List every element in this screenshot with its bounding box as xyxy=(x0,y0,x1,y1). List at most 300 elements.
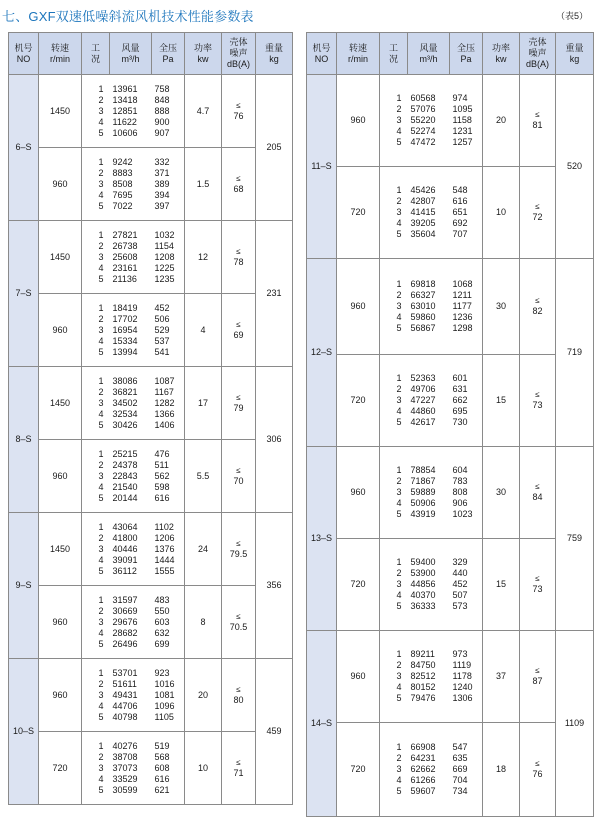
flow-value: 82512 xyxy=(410,671,436,681)
condition-number: 4 xyxy=(98,700,104,711)
table-number: （表5） xyxy=(555,11,588,21)
pressure-value: 476 xyxy=(154,448,170,459)
pressure-value: 1081 xyxy=(154,689,175,700)
noise-le-symbol: ≤ xyxy=(535,482,540,491)
flow-value: 40370 xyxy=(410,590,436,600)
noise-value: 68 xyxy=(233,183,244,194)
condition-number: 2 xyxy=(98,94,104,105)
pressure-value: 1406 xyxy=(154,419,175,430)
noise-le-symbol: ≤ xyxy=(236,757,241,767)
pressure-cell xyxy=(152,586,185,659)
weight-cell: 759 xyxy=(556,447,594,631)
pressure-value-list xyxy=(453,557,483,612)
flow-value: 8883 xyxy=(112,167,133,178)
pressure-cell xyxy=(152,732,185,805)
noise-cell xyxy=(222,75,256,148)
flow-value: 10606 xyxy=(112,127,138,138)
condition-number-list xyxy=(82,157,104,212)
noise-value: 84 xyxy=(532,492,543,502)
noise-value: 78 xyxy=(233,256,244,267)
power-cell: 4 xyxy=(185,294,222,367)
noise-value: 87 xyxy=(532,676,543,686)
power-cell: 20 xyxy=(185,659,222,732)
data-row xyxy=(9,294,293,367)
condition-number-list xyxy=(380,557,402,612)
condition-number: 4 xyxy=(98,627,104,638)
condition-number: 3 xyxy=(98,762,104,773)
flow-value-list xyxy=(113,449,152,504)
flow-value-list xyxy=(411,93,450,148)
pressure-value-list xyxy=(155,522,185,577)
condition-number: 3 xyxy=(98,105,104,116)
flow-value: 44856 xyxy=(410,579,436,589)
power-cell: 12 xyxy=(185,221,222,294)
pressure-value: 616 xyxy=(154,773,170,784)
flow-value: 47227 xyxy=(410,395,436,405)
condition-number: 3 xyxy=(98,470,104,481)
page-title: 七、GXF双速低噪斜流风机技术性能参数表 xyxy=(2,9,254,24)
flow-value: 26738 xyxy=(112,240,138,251)
model-cell: 9–S xyxy=(9,513,39,659)
pressure-value: 900 xyxy=(154,116,170,127)
speed-cell: 960 xyxy=(39,148,82,221)
header-flow: 风量 m³/h xyxy=(408,33,450,75)
weight-cell: 356 xyxy=(256,513,293,659)
flow-value-list xyxy=(113,522,152,577)
pressure-value-list xyxy=(453,465,483,520)
pressure-value-list xyxy=(155,668,185,723)
flow-value: 51611 xyxy=(112,678,137,689)
condition-number: 4 xyxy=(396,126,402,136)
flow-cell xyxy=(110,659,152,732)
condition-number-list xyxy=(380,279,402,334)
condition-number: 5 xyxy=(98,127,104,138)
pressure-value: 601 xyxy=(452,373,468,383)
condition-number: 3 xyxy=(396,764,402,774)
noise-cell xyxy=(222,148,256,221)
condition-number: 5 xyxy=(98,492,104,503)
weight-cell: 231 xyxy=(256,221,293,367)
condition-number: 1 xyxy=(98,448,104,459)
speed-cell: 720 xyxy=(337,355,380,447)
header-noise: 壳体 噪声 dB(A) xyxy=(222,33,256,75)
condition-number: 2 xyxy=(396,290,402,300)
pressure-value: 1102 xyxy=(154,521,174,532)
speed-cell: 1450 xyxy=(39,221,82,294)
flow-value: 28682 xyxy=(112,627,138,638)
condition-number: 5 xyxy=(396,417,402,427)
header-power: 功率 kw xyxy=(185,33,222,75)
condition-number-list xyxy=(82,522,104,577)
condition-number: 2 xyxy=(98,386,104,397)
flow-value: 16954 xyxy=(112,324,138,335)
power-cell: 20 xyxy=(483,75,520,167)
data-row xyxy=(307,631,594,723)
pressure-value: 329 xyxy=(452,557,468,567)
flow-value: 20144 xyxy=(112,492,138,503)
condition-number: 1 xyxy=(396,465,402,475)
header-power: 功率 kw xyxy=(483,33,520,75)
flow-value-list xyxy=(411,649,450,704)
condition-number: 1 xyxy=(396,557,402,567)
flow-value: 40446 xyxy=(112,543,138,554)
noise-le-symbol: ≤ xyxy=(535,574,540,583)
pressure-value: 604 xyxy=(452,465,468,475)
flow-value: 56867 xyxy=(410,323,436,333)
pressure-value: 758 xyxy=(154,83,170,94)
noise-value: 69 xyxy=(233,329,244,340)
power-cell: 18 xyxy=(483,723,520,817)
pressure-value: 907 xyxy=(154,127,170,138)
data-row xyxy=(9,148,293,221)
flow-value: 39091 xyxy=(112,554,138,565)
condition-number-list xyxy=(380,649,402,704)
power-cell: 15 xyxy=(483,355,520,447)
pressure-value: 1282 xyxy=(154,397,175,408)
model-cell: 6–S xyxy=(9,75,39,221)
flow-value: 15334 xyxy=(112,335,138,346)
speed-cell: 960 xyxy=(337,259,380,355)
flow-value-list xyxy=(113,668,152,723)
noise-le-symbol: ≤ xyxy=(236,392,241,402)
condition-number: 2 xyxy=(98,532,104,543)
flow-value-list xyxy=(411,465,450,520)
speed-cell: 960 xyxy=(39,586,82,659)
condition-number: 4 xyxy=(396,312,402,322)
condition-number-list xyxy=(380,742,402,797)
condition-number: 4 xyxy=(98,116,104,127)
data-row xyxy=(9,586,293,659)
flow-value-list xyxy=(113,157,152,212)
header-weight: 重量 kg xyxy=(556,33,594,75)
header-speed: 转速 r/min xyxy=(337,33,380,75)
condition-cell xyxy=(380,723,408,817)
power-cell: 4.7 xyxy=(185,75,222,148)
speed-cell: 960 xyxy=(39,659,82,732)
pressure-cell xyxy=(152,75,185,148)
condition-number: 1 xyxy=(396,93,402,103)
pressure-value: 537 xyxy=(154,335,170,346)
pressure-value: 632 xyxy=(154,627,170,638)
condition-number: 1 xyxy=(98,375,104,386)
condition-number: 5 xyxy=(396,693,402,703)
speed-cell: 960 xyxy=(337,75,380,167)
flow-value: 22843 xyxy=(112,470,138,481)
condition-number: 4 xyxy=(396,498,402,508)
flow-value: 38708 xyxy=(112,751,138,762)
condition-number-list xyxy=(82,668,104,723)
flow-value: 31597 xyxy=(112,594,138,605)
condition-number: 2 xyxy=(98,313,104,324)
pressure-value: 1376 xyxy=(154,543,175,554)
condition-number: 2 xyxy=(98,678,104,689)
flow-cell xyxy=(408,167,450,259)
header-noise: 壳体 噪声 dB(A) xyxy=(520,33,556,75)
pressure-value: 669 xyxy=(452,764,468,774)
condition-number: 2 xyxy=(396,660,402,670)
flow-value: 13961 xyxy=(112,83,138,94)
flow-cell xyxy=(110,513,152,586)
flow-cell xyxy=(110,367,152,440)
flow-value: 23161 xyxy=(112,262,138,273)
condition-number: 4 xyxy=(396,775,402,785)
condition-number: 4 xyxy=(98,554,104,565)
flow-value: 8508 xyxy=(112,178,133,189)
noise-le-symbol: ≤ xyxy=(236,100,241,110)
header-model: 机号 NO xyxy=(9,33,39,75)
speed-cell: 960 xyxy=(39,294,82,367)
flow-cell xyxy=(408,723,450,817)
condition-number: 2 xyxy=(396,753,402,763)
condition-number-list xyxy=(82,449,104,504)
flow-value: 45426 xyxy=(410,185,436,195)
model-cell: 8–S xyxy=(9,367,39,513)
speed-cell: 1450 xyxy=(39,75,82,148)
condition-number: 5 xyxy=(98,638,104,649)
pressure-value: 635 xyxy=(452,753,468,763)
data-row xyxy=(307,355,594,447)
flow-cell xyxy=(408,447,450,539)
flow-value: 89211 xyxy=(410,649,435,659)
data-row xyxy=(307,447,594,539)
flow-value: 11622 xyxy=(112,116,137,127)
pressure-value: 550 xyxy=(154,605,170,616)
pressure-value: 1236 xyxy=(452,312,473,322)
flow-value-list xyxy=(113,303,152,358)
pressure-value: 662 xyxy=(452,395,468,405)
condition-number-list xyxy=(82,741,104,796)
model-cell: 12–S xyxy=(307,259,337,447)
power-cell: 30 xyxy=(483,259,520,355)
pressure-value-list xyxy=(453,279,483,334)
flow-value: 53900 xyxy=(410,568,436,578)
pressure-value: 808 xyxy=(452,487,468,497)
pressure-cell xyxy=(152,148,185,221)
flow-value: 44706 xyxy=(112,700,138,711)
flow-value-list xyxy=(411,742,450,797)
pressure-cell xyxy=(450,723,483,817)
flow-value: 57076 xyxy=(410,104,436,114)
noise-value: 72 xyxy=(532,212,543,222)
flow-value: 30669 xyxy=(112,605,138,616)
speed-cell: 720 xyxy=(39,732,82,805)
condition-number: 5 xyxy=(396,229,402,239)
flow-value: 40798 xyxy=(112,711,138,722)
weight-cell: 459 xyxy=(256,659,293,805)
condition-number: 5 xyxy=(98,565,104,576)
header-condition: 工 况 xyxy=(82,33,110,75)
condition-number: 5 xyxy=(396,137,402,147)
condition-number: 5 xyxy=(98,711,104,722)
flow-value: 17702 xyxy=(112,313,138,324)
noise-value: 76 xyxy=(532,769,543,779)
flow-value: 71867 xyxy=(410,476,436,486)
noise-le-symbol: ≤ xyxy=(236,465,241,475)
data-row xyxy=(307,167,594,259)
flow-value: 59889 xyxy=(410,487,436,497)
pressure-value: 695 xyxy=(452,406,468,416)
pressure-value: 704 xyxy=(452,775,468,785)
data-row xyxy=(9,75,293,148)
condition-cell xyxy=(380,75,408,167)
pressure-value: 1306 xyxy=(452,693,473,703)
pressure-value: 730 xyxy=(452,417,468,427)
noise-value: 70 xyxy=(233,475,244,486)
flow-cell xyxy=(110,75,152,148)
condition-number: 2 xyxy=(98,751,104,762)
condition-number-list xyxy=(82,303,104,358)
header-weight: 重量 kg xyxy=(256,33,293,75)
pressure-value: 1119 xyxy=(452,660,472,670)
condition-number: 4 xyxy=(98,189,104,200)
pressure-value: 1158 xyxy=(452,115,472,125)
pressure-value-list xyxy=(155,303,185,358)
header-row xyxy=(9,33,293,75)
condition-cell xyxy=(82,513,110,586)
data-row xyxy=(9,440,293,513)
condition-number: 3 xyxy=(396,395,402,405)
condition-number: 4 xyxy=(98,773,104,784)
flow-value: 9242 xyxy=(112,156,133,167)
flow-value: 32534 xyxy=(112,408,138,419)
flow-value: 13994 xyxy=(112,346,138,357)
pressure-value: 507 xyxy=(452,590,468,600)
condition-cell xyxy=(82,732,110,805)
condition-number-list xyxy=(82,376,104,431)
noise-cell xyxy=(520,723,556,817)
pressure-value-list xyxy=(155,595,185,650)
pressure-value: 616 xyxy=(154,492,170,503)
noise-le-symbol: ≤ xyxy=(236,611,241,621)
flow-value: 62662 xyxy=(410,764,436,774)
condition-cell xyxy=(380,447,408,539)
power-cell: 5.5 xyxy=(185,440,222,513)
condition-number: 4 xyxy=(396,218,402,228)
flow-value: 25215 xyxy=(112,448,138,459)
header-flow: 风量 m³/h xyxy=(110,33,152,75)
model-cell: 7–S xyxy=(9,221,39,367)
pressure-value: 598 xyxy=(154,481,170,492)
pressure-value: 848 xyxy=(154,94,170,105)
condition-number: 1 xyxy=(98,302,104,313)
flow-value: 53701 xyxy=(112,667,138,678)
flow-value: 78854 xyxy=(410,465,436,475)
header-row xyxy=(307,33,594,75)
power-cell: 17 xyxy=(185,367,222,440)
pressure-value: 608 xyxy=(154,762,170,773)
condition-number: 5 xyxy=(396,601,402,611)
pressure-value: 1208 xyxy=(154,251,175,262)
pressure-value: 734 xyxy=(452,786,468,796)
condition-number: 2 xyxy=(98,605,104,616)
pressure-cell xyxy=(152,294,185,367)
condition-number: 4 xyxy=(98,481,104,492)
condition-number: 3 xyxy=(396,487,402,497)
noise-le-symbol: ≤ xyxy=(236,246,241,256)
pressure-value-list xyxy=(453,185,483,240)
pressure-cell xyxy=(450,75,483,167)
condition-number: 1 xyxy=(98,156,104,167)
pressure-value: 548 xyxy=(452,185,468,195)
condition-number: 1 xyxy=(98,229,104,240)
condition-number: 3 xyxy=(98,397,104,408)
pressure-value: 1016 xyxy=(154,678,175,689)
noise-value: 82 xyxy=(532,306,543,316)
pressure-value-list xyxy=(155,741,185,796)
condition-number: 5 xyxy=(98,419,104,430)
pressure-value-list xyxy=(155,376,185,431)
condition-number: 3 xyxy=(396,579,402,589)
header-speed: 转速 r/min xyxy=(39,33,82,75)
condition-cell xyxy=(380,631,408,723)
flow-value: 63010 xyxy=(410,301,436,311)
pressure-cell xyxy=(152,221,185,294)
header-pressure: 全压 Pa xyxy=(152,33,185,75)
condition-number: 1 xyxy=(396,185,402,195)
pressure-value: 371 xyxy=(154,167,170,178)
condition-cell xyxy=(380,259,408,355)
condition-number: 1 xyxy=(396,279,402,289)
condition-number-list xyxy=(82,230,104,285)
pressure-value: 707 xyxy=(452,229,468,239)
condition-cell xyxy=(82,75,110,148)
flow-cell xyxy=(110,148,152,221)
condition-number: 3 xyxy=(98,689,104,700)
speed-cell: 960 xyxy=(337,631,380,723)
condition-number: 3 xyxy=(396,207,402,217)
condition-number: 2 xyxy=(98,167,104,178)
pressure-value: 1211 xyxy=(452,290,472,300)
flow-value: 24378 xyxy=(112,459,138,470)
condition-number: 1 xyxy=(98,740,104,751)
pressure-value-list xyxy=(155,449,185,504)
flow-value-list xyxy=(113,741,152,796)
condition-number: 2 xyxy=(396,384,402,394)
pressure-value: 1225 xyxy=(154,262,175,273)
noise-value: 70.5 xyxy=(229,621,248,632)
condition-number: 4 xyxy=(98,335,104,346)
data-row xyxy=(9,659,293,732)
pressure-value: 547 xyxy=(452,742,468,752)
pressure-value: 923 xyxy=(154,667,170,678)
noise-cell xyxy=(520,355,556,447)
data-row xyxy=(9,367,293,440)
flow-value: 29676 xyxy=(112,616,138,627)
pressure-value: 906 xyxy=(452,498,468,508)
power-cell: 10 xyxy=(185,732,222,805)
pressure-value: 1068 xyxy=(452,279,473,289)
condition-number-list xyxy=(380,93,402,148)
pressure-value-list xyxy=(453,373,483,428)
pressure-value-list xyxy=(453,649,483,704)
condition-cell xyxy=(380,539,408,631)
pressure-cell xyxy=(450,355,483,447)
flow-value: 52363 xyxy=(410,373,436,383)
speed-cell: 720 xyxy=(337,539,380,631)
pressure-cell xyxy=(152,659,185,732)
condition-number: 1 xyxy=(396,373,402,383)
pressure-value: 394 xyxy=(154,189,170,200)
flow-cell xyxy=(408,259,450,355)
flow-value: 43064 xyxy=(112,521,138,532)
noise-value: 71 xyxy=(233,767,244,778)
pressure-value: 506 xyxy=(154,313,170,324)
condition-number: 3 xyxy=(98,178,104,189)
header-pressure: 全压 Pa xyxy=(450,33,483,75)
speed-cell: 720 xyxy=(337,723,380,817)
flow-value: 30426 xyxy=(112,419,138,430)
power-cell: 30 xyxy=(483,447,520,539)
